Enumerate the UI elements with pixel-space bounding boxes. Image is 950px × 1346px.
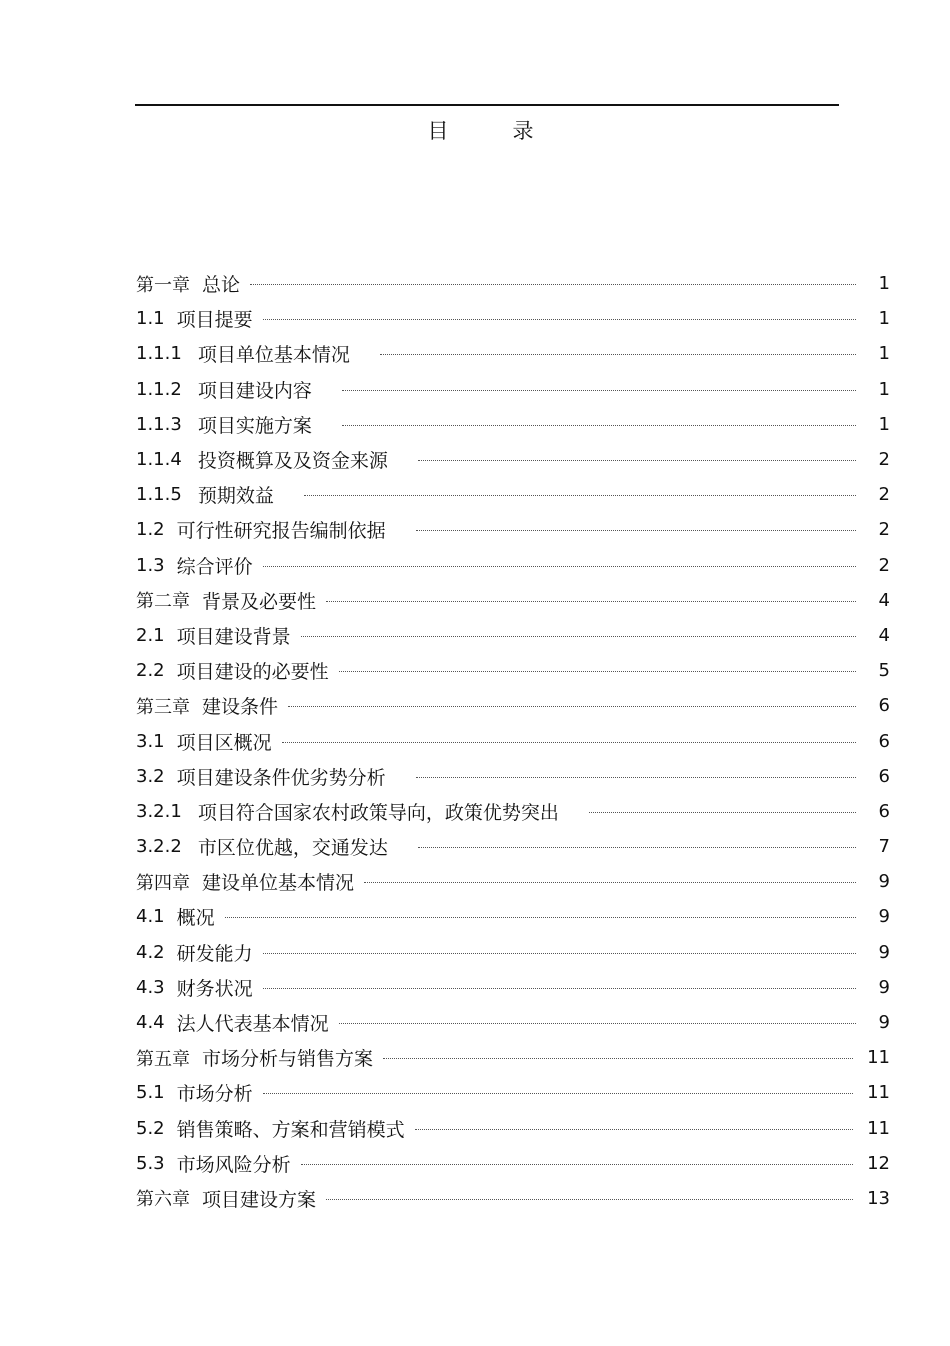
toc-entry-label: 研发能力 (176, 942, 253, 965)
toc-entry-page: 2 (878, 449, 890, 471)
toc-entry[interactable] (136, 829, 890, 864)
toc-entry-number: 第六章 (136, 1189, 190, 1211)
toc-entry-page: 6 (878, 730, 890, 752)
toc-dot-leader (301, 636, 856, 637)
toc-entry[interactable] (136, 688, 890, 723)
toc-entry-number: 1.2 (136, 519, 165, 541)
toc-entry-page: 2 (878, 519, 890, 541)
toc-entry-number: 4.3 (136, 976, 165, 998)
toc-dot-leader (364, 882, 856, 883)
toc-entry-page: 7 (878, 836, 890, 858)
toc-entry-page: 11 (867, 1117, 890, 1139)
toc-entry-label: 项目区概况 (176, 731, 272, 754)
toc-dot-leader (263, 988, 856, 989)
toc-dot-leader (263, 1093, 853, 1094)
toc-entry-label: 法人代表基本情况 (176, 1013, 329, 1036)
toc-entry-number: 3.1 (136, 730, 165, 752)
toc-dot-leader (418, 847, 856, 848)
toc-dot-leader (282, 742, 856, 743)
toc-entry[interactable] (136, 723, 890, 758)
toc-entry[interactable] (136, 1075, 890, 1110)
toc-entry[interactable] (136, 1181, 890, 1216)
toc-dot-leader (304, 495, 856, 496)
toc-entry-number: 第二章 (136, 591, 190, 613)
toc-entry-page: 1 (878, 413, 890, 435)
toc-entry-number: 1.3 (136, 554, 165, 576)
toc-entry-number: 5.1 (136, 1082, 165, 1104)
toc-entry-label: 项目单位基本情况 (197, 344, 350, 367)
toc-entry-number: 4.1 (136, 906, 165, 928)
toc-entry-label: 背景及必要性 (202, 590, 317, 613)
toc-entry[interactable] (136, 1146, 890, 1181)
toc-dot-leader (326, 601, 856, 602)
toc-entry[interactable] (136, 864, 890, 899)
toc-entry-label: 市场分析 (176, 1083, 253, 1106)
toc-entry-number: 1.1.3 (136, 413, 182, 435)
toc-entry-page: 9 (878, 906, 890, 928)
toc-entry[interactable] (136, 1111, 890, 1146)
toc-entry-page: 11 (867, 1047, 890, 1069)
toc-entry[interactable] (136, 899, 890, 934)
toc-entry[interactable] (136, 1005, 890, 1040)
toc-entry[interactable] (136, 301, 890, 336)
toc-dot-leader (301, 1164, 853, 1165)
toc-entry-label: 项目建设内容 (197, 379, 312, 402)
toc-entry[interactable] (136, 512, 890, 547)
toc-entry-label: 建设单位基本情况 (202, 872, 355, 895)
toc-entry-page: 1 (878, 343, 890, 365)
toc-dot-leader (380, 354, 856, 355)
toc-dot-leader (342, 390, 856, 391)
toc-dot-leader (416, 530, 856, 531)
toc-dot-leader (342, 425, 856, 426)
toc-entry-label: 综合评价 (176, 555, 253, 578)
toc-entry-page: 4 (878, 624, 890, 646)
toc-dot-leader (263, 953, 856, 954)
toc-entry-label: 项目建设的必要性 (176, 661, 329, 684)
toc-entry-number: 3.2.1 (136, 800, 182, 822)
toc-entry[interactable] (136, 442, 890, 477)
toc-entry-page: 1 (878, 308, 890, 330)
toc-entry-page: 1 (878, 273, 890, 295)
toc-entry[interactable] (136, 336, 890, 371)
toc-entry-page: 2 (878, 554, 890, 576)
toc-entry-label: 投资概算及及资金来源 (197, 450, 388, 473)
toc-entry-number: 5.3 (136, 1152, 165, 1174)
toc-entry-label: 项目建设方案 (202, 1188, 317, 1211)
toc-entry-page: 6 (878, 765, 890, 787)
toc-entry-number: 1.1.5 (136, 484, 182, 506)
toc-entry-label: 市场风险分析 (176, 1153, 291, 1176)
toc-entry-page: 11 (867, 1082, 890, 1104)
toc-dot-leader (288, 706, 856, 707)
toc-dot-leader (326, 1199, 853, 1200)
toc-entry-label: 项目符合国家农村政策导向，政策优势突出 (197, 801, 559, 824)
toc-entry-number: 2.2 (136, 660, 165, 682)
toc-entry[interactable] (136, 935, 890, 970)
toc-entry-number: 第五章 (136, 1048, 190, 1070)
toc-entry-page: 9 (878, 871, 890, 893)
toc-entry-label: 建设条件 (202, 696, 279, 719)
toc-entry-label: 项目实施方案 (197, 414, 312, 437)
toc-entry-page: 2 (878, 484, 890, 506)
toc-entry[interactable] (136, 372, 890, 407)
toc-entry-label: 项目建设背景 (176, 625, 291, 648)
toc-dot-leader (383, 1058, 853, 1059)
toc-entry-page: 5 (878, 660, 890, 682)
toc-dot-leader (225, 917, 856, 918)
toc-entry[interactable] (136, 407, 890, 442)
toc-entry-page: 9 (878, 976, 890, 998)
toc-entry-label: 市区位优越，交通发达 (197, 837, 388, 860)
toc-entry[interactable] (136, 794, 890, 829)
toc-entry-number: 3.2 (136, 765, 165, 787)
toc-entry-label: 总论 (202, 274, 241, 297)
toc-entry-number: 1.1.1 (136, 343, 182, 365)
toc-entry-page: 9 (878, 941, 890, 963)
toc-entry[interactable] (136, 653, 890, 688)
toc-list (136, 266, 890, 1216)
toc-entry-label: 可行性研究报告编制依据 (176, 520, 386, 543)
toc-entry-number: 2.1 (136, 624, 165, 646)
toc-entry[interactable] (136, 618, 890, 653)
toc-entry-page: 12 (867, 1152, 890, 1174)
toc-entry-label: 销售策略、方案和营销模式 (176, 1118, 405, 1141)
toc-dot-leader (418, 460, 856, 461)
toc-entry-number: 第一章 (136, 274, 190, 296)
toc-entry-number: 5.2 (136, 1117, 165, 1139)
toc-entry-number: 1.1.4 (136, 449, 182, 471)
toc-entry[interactable] (136, 583, 890, 618)
toc-entry-page: 6 (878, 800, 890, 822)
toc-entry-label: 项目建设条件优劣势分析 (176, 766, 386, 789)
toc-dot-leader (339, 1023, 856, 1024)
toc-dot-leader (415, 1129, 853, 1130)
toc-entry-page: 1 (878, 378, 890, 400)
toc-entry[interactable] (136, 477, 890, 512)
toc-entry[interactable] (136, 970, 890, 1005)
toc-entry-number: 1.1.2 (136, 378, 182, 400)
toc-entry-number: 3.2.2 (136, 836, 182, 858)
toc-entry-label: 概况 (176, 907, 215, 930)
toc-dot-leader (589, 812, 856, 813)
toc-entry-number: 1.1 (136, 308, 165, 330)
header-rule (135, 104, 839, 106)
toc-entry[interactable] (136, 548, 890, 583)
toc-entry-page: 4 (878, 589, 890, 611)
toc-entry[interactable] (136, 266, 890, 301)
toc-dot-leader (263, 566, 856, 567)
toc-entry-label: 项目提要 (176, 309, 253, 332)
toc-entry-page: 13 (867, 1187, 890, 1209)
page-title: 目录 (427, 119, 598, 143)
toc-entry-label: 预期效益 (197, 485, 274, 508)
toc-entry[interactable] (136, 1040, 890, 1075)
toc-entry-label: 市场分析与销售方案 (202, 1048, 374, 1071)
toc-dot-leader (263, 319, 856, 320)
toc-entry-page: 9 (878, 1012, 890, 1034)
toc-dot-leader (339, 671, 856, 672)
toc-entry-number: 第三章 (136, 696, 190, 718)
toc-entry-number: 4.2 (136, 941, 165, 963)
toc-entry-number: 4.4 (136, 1012, 165, 1034)
toc-entry[interactable] (136, 759, 890, 794)
toc-dot-leader (416, 777, 856, 778)
toc-entry-number: 第四章 (136, 872, 190, 894)
toc-entry-label: 财务状况 (176, 977, 253, 1000)
toc-dot-leader (250, 284, 856, 285)
toc-entry-page: 6 (878, 695, 890, 717)
